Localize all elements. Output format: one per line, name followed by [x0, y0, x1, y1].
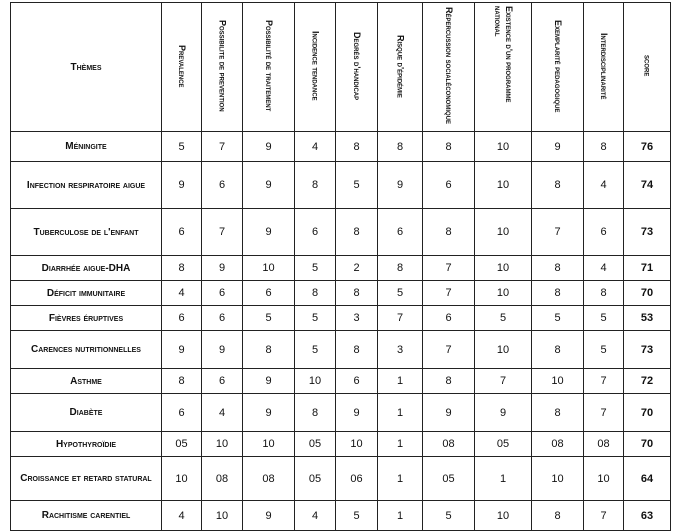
criterion-4-value: 8	[295, 394, 336, 432]
score-value: 70	[624, 281, 671, 306]
criterion-1-value: 6	[162, 209, 202, 256]
criterion-3-value: 9	[243, 209, 295, 256]
table-row	[11, 501, 671, 531]
criterion-3-value: 9	[243, 162, 295, 209]
header-criterion-9-label: Exemplarité pedagogique	[553, 19, 563, 113]
criterion-10-value: 8	[584, 281, 624, 306]
header-criterion-3	[243, 3, 295, 132]
themes-score-table-wrapper	[10, 2, 671, 531]
criterion-8-value: 5	[475, 306, 532, 331]
header-criterion-2	[202, 3, 243, 132]
criterion-4-value: 5	[295, 256, 336, 281]
table-row	[11, 281, 671, 306]
header-criterion-8-label: Existence d'un programme national	[493, 6, 514, 103]
criterion-4-value: 4	[295, 132, 336, 162]
table-header	[11, 3, 671, 132]
criterion-2-value: 7	[202, 209, 243, 256]
criterion-9-value: 10	[532, 369, 584, 394]
criterion-7-value: 9	[423, 394, 475, 432]
criterion-2-value: 4	[202, 394, 243, 432]
header-row	[11, 3, 671, 132]
header-score	[624, 3, 671, 132]
theme-cell: Hypothyroïdie	[11, 432, 162, 457]
criterion-3-value: 8	[243, 331, 295, 369]
table-row	[11, 162, 671, 209]
criterion-10-value: 7	[584, 369, 624, 394]
criterion-6-value: 8	[378, 132, 423, 162]
header-criterion-7	[423, 3, 475, 132]
criterion-7-value: 8	[423, 132, 475, 162]
criterion-5-value: 8	[336, 281, 378, 306]
header-criterion-6	[378, 3, 423, 132]
criterion-3-value: 9	[243, 394, 295, 432]
criterion-1-value: 5	[162, 132, 202, 162]
criterion-5-value: 6	[336, 369, 378, 394]
criterion-9-value: 8	[532, 256, 584, 281]
criterion-2-value: 9	[202, 331, 243, 369]
criterion-6-value: 1	[378, 369, 423, 394]
score-value: 73	[624, 209, 671, 256]
score-value: 74	[624, 162, 671, 209]
criterion-9-value: 08	[532, 432, 584, 457]
criterion-3-value: 6	[243, 281, 295, 306]
header-score-label: score	[642, 55, 652, 77]
criterion-10-value: 5	[584, 331, 624, 369]
theme-cell: Infection respiratoire aigue	[11, 162, 162, 209]
criterion-8-value: 10	[475, 132, 532, 162]
header-criterion-9	[532, 3, 584, 132]
criterion-2-value: 7	[202, 132, 243, 162]
header-criterion-10	[584, 3, 624, 132]
criterion-6-value: 1	[378, 501, 423, 531]
theme-cell: Carences nutritionnelles	[11, 331, 162, 369]
header-criterion-8	[475, 3, 532, 132]
criterion-1-value: 4	[162, 501, 202, 531]
criterion-10-value: 8	[584, 132, 624, 162]
criterion-6-value: 1	[378, 432, 423, 457]
criterion-8-value: 10	[475, 331, 532, 369]
header-criterion-7-label: Répercussion socialéconomique	[444, 7, 454, 125]
table-row	[11, 306, 671, 331]
header-criterion-1-label: Prevalence	[177, 44, 187, 88]
criterion-1-value: 10	[162, 457, 202, 501]
criterion-5-value: 5	[336, 162, 378, 209]
criterion-3-value: 5	[243, 306, 295, 331]
criterion-7-value: 6	[423, 162, 475, 209]
criterion-2-value: 6	[202, 281, 243, 306]
theme-cell: Méningite	[11, 132, 162, 162]
criterion-1-value: 8	[162, 369, 202, 394]
criterion-8-value: 10	[475, 162, 532, 209]
criterion-10-value: 7	[584, 501, 624, 531]
theme-cell: Déficit immunitaire	[11, 281, 162, 306]
criterion-5-value: 06	[336, 457, 378, 501]
header-criterion-5-label: Degrés d'handicap	[352, 31, 362, 101]
criterion-4-value: 5	[295, 331, 336, 369]
header-criterion-2-label: Possibilite de prevention	[217, 20, 228, 112]
header-theme: Thèmes	[11, 3, 162, 132]
criterion-1-value: 6	[162, 394, 202, 432]
criterion-1-value: 05	[162, 432, 202, 457]
theme-cell: Diarrhée aigue-DHA	[11, 256, 162, 281]
criterion-4-value: 4	[295, 501, 336, 531]
score-value: 63	[624, 501, 671, 531]
criterion-2-value: 9	[202, 256, 243, 281]
table-row	[11, 256, 671, 281]
criterion-5-value: 5	[336, 501, 378, 531]
criterion-4-value: 8	[295, 162, 336, 209]
criterion-3-value: 10	[243, 256, 295, 281]
criterion-3-value: 9	[243, 369, 295, 394]
criterion-9-value: 8	[532, 394, 584, 432]
criterion-8-value: 1	[475, 457, 532, 501]
criterion-2-value: 10	[202, 432, 243, 457]
criterion-10-value: 08	[584, 432, 624, 457]
score-value: 53	[624, 306, 671, 331]
criterion-3-value: 9	[243, 501, 295, 531]
criterion-9-value: 8	[532, 331, 584, 369]
criterion-7-value: 8	[423, 369, 475, 394]
criterion-5-value: 3	[336, 306, 378, 331]
criterion-8-value: 05	[475, 432, 532, 457]
criterion-6-value: 3	[378, 331, 423, 369]
criterion-9-value: 8	[532, 162, 584, 209]
header-criterion-5	[336, 3, 378, 132]
criterion-7-value: 08	[423, 432, 475, 457]
criterion-4-value: 05	[295, 432, 336, 457]
criterion-4-value: 5	[295, 306, 336, 331]
criterion-7-value: 7	[423, 256, 475, 281]
table-row	[11, 331, 671, 369]
criterion-7-value: 6	[423, 306, 475, 331]
criterion-5-value: 8	[336, 132, 378, 162]
criterion-2-value: 10	[202, 501, 243, 531]
theme-cell: Croissance et retard statural	[11, 457, 162, 501]
criterion-6-value: 1	[378, 457, 423, 501]
criterion-8-value: 10	[475, 501, 532, 531]
score-value: 73	[624, 331, 671, 369]
themes-score-table	[10, 2, 671, 531]
criterion-3-value: 9	[243, 132, 295, 162]
criterion-4-value: 8	[295, 281, 336, 306]
criterion-5-value: 9	[336, 394, 378, 432]
criterion-10-value: 4	[584, 162, 624, 209]
criterion-5-value: 8	[336, 209, 378, 256]
table-row	[11, 369, 671, 394]
table-row	[11, 432, 671, 457]
criterion-8-value: 7	[475, 369, 532, 394]
criterion-10-value: 6	[584, 209, 624, 256]
criterion-4-value: 10	[295, 369, 336, 394]
criterion-10-value: 4	[584, 256, 624, 281]
table-row	[11, 132, 671, 162]
criterion-8-value: 10	[475, 209, 532, 256]
criterion-1-value: 4	[162, 281, 202, 306]
theme-cell: Tuberculose de l'enfant	[11, 209, 162, 256]
criterion-2-value: 6	[202, 369, 243, 394]
header-criterion-4-label: Incidence tendance	[310, 31, 321, 101]
criterion-8-value: 10	[475, 256, 532, 281]
criterion-5-value: 10	[336, 432, 378, 457]
criterion-3-value: 10	[243, 432, 295, 457]
header-criterion-3-label: Possibilité de traitement	[264, 20, 274, 112]
criterion-4-value: 6	[295, 209, 336, 256]
criterion-10-value: 5	[584, 306, 624, 331]
criterion-1-value: 9	[162, 331, 202, 369]
criterion-6-value: 1	[378, 394, 423, 432]
criterion-7-value: 7	[423, 281, 475, 306]
score-value: 72	[624, 369, 671, 394]
header-criterion-4	[295, 3, 336, 132]
criterion-6-value: 8	[378, 256, 423, 281]
criterion-8-value: 10	[475, 281, 532, 306]
score-value: 70	[624, 432, 671, 457]
criterion-1-value: 9	[162, 162, 202, 209]
criterion-2-value: 6	[202, 306, 243, 331]
criterion-7-value: 5	[423, 501, 475, 531]
criterion-5-value: 8	[336, 331, 378, 369]
header-criterion-1	[162, 3, 202, 132]
criterion-7-value: 05	[423, 457, 475, 501]
table-row	[11, 209, 671, 256]
criterion-3-value: 08	[243, 457, 295, 501]
table-body	[11, 132, 671, 531]
criterion-9-value: 10	[532, 457, 584, 501]
criterion-10-value: 7	[584, 394, 624, 432]
criterion-6-value: 7	[378, 306, 423, 331]
criterion-8-value: 9	[475, 394, 532, 432]
theme-cell: Fièvres éruptives	[11, 306, 162, 331]
criterion-9-value: 9	[532, 132, 584, 162]
criterion-5-value: 2	[336, 256, 378, 281]
table-row	[11, 394, 671, 432]
criterion-2-value: 08	[202, 457, 243, 501]
criterion-9-value: 7	[532, 209, 584, 256]
score-value: 64	[624, 457, 671, 501]
criterion-7-value: 7	[423, 331, 475, 369]
theme-cell: Diabète	[11, 394, 162, 432]
criterion-1-value: 6	[162, 306, 202, 331]
score-value: 71	[624, 256, 671, 281]
score-value: 76	[624, 132, 671, 162]
theme-cell: Asthme	[11, 369, 162, 394]
criterion-9-value: 8	[532, 501, 584, 531]
criterion-1-value: 8	[162, 256, 202, 281]
criterion-6-value: 9	[378, 162, 423, 209]
criterion-6-value: 6	[378, 209, 423, 256]
theme-cell: Rachitisme carentiel	[11, 501, 162, 531]
header-criterion-10-label: Interdisciplinarité	[599, 32, 609, 100]
score-value: 70	[624, 394, 671, 432]
criterion-9-value: 5	[532, 306, 584, 331]
criterion-4-value: 05	[295, 457, 336, 501]
criterion-6-value: 5	[378, 281, 423, 306]
criterion-2-value: 6	[202, 162, 243, 209]
criterion-7-value: 8	[423, 209, 475, 256]
criterion-9-value: 8	[532, 281, 584, 306]
criterion-10-value: 10	[584, 457, 624, 501]
table-row	[11, 457, 671, 501]
header-criterion-6-label: Risque d'épidémie	[395, 34, 406, 98]
